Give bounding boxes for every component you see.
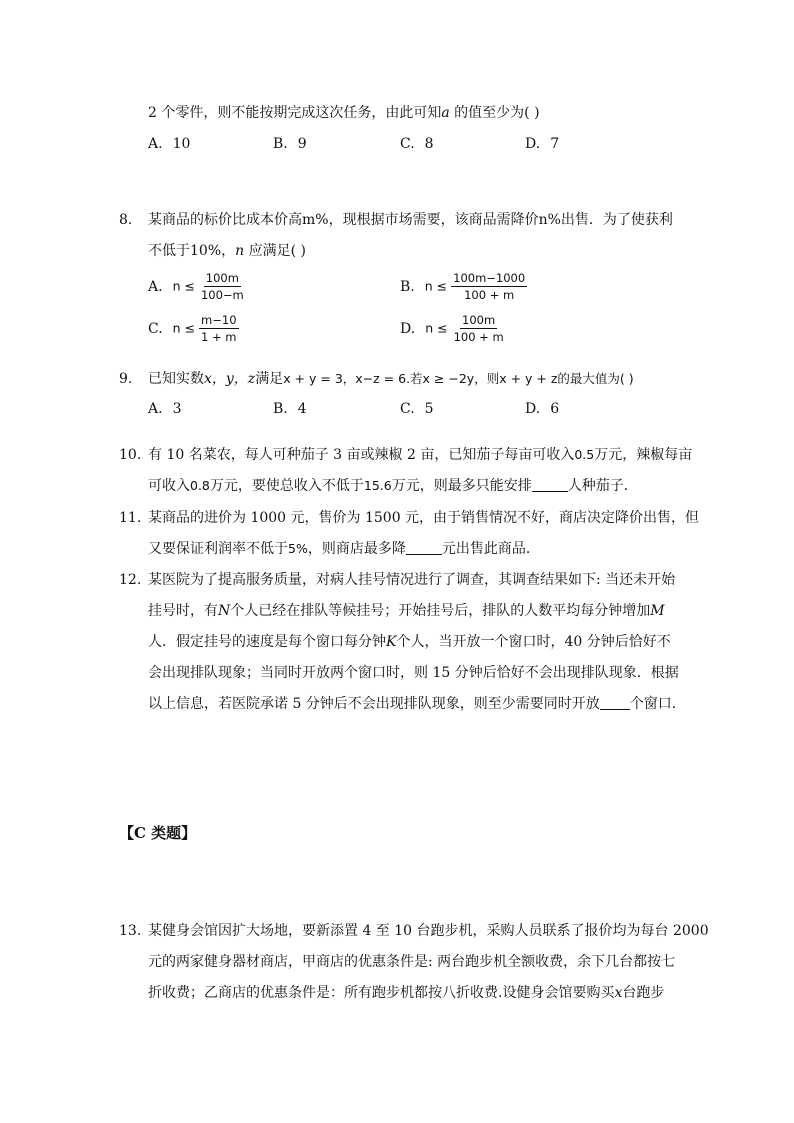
q10-number: 10. — [119, 447, 142, 463]
q12-line4: 会出现排队现象；当同时开放两个窗口时，则 15 分钟后恰好不会出现排队现象．根据 — [148, 665, 679, 681]
q9-option-c[interactable]: C. 5 — [400, 401, 434, 417]
q10-line1: 有 10 名菜农，每人可种茄子 3 亩或辣椒 2 亩，已知茄子每亩可收入0.5万元，辣椒每亩 — [148, 447, 693, 463]
q7-tail-line: 2 个零件，则不能按期完成这次任务，由此可知a 的值至少为( ) — [148, 105, 540, 121]
q11-line2: 又要保证利润率不低于5%，则商店最多降 元出售此商品． — [148, 541, 540, 557]
q8-option-a-fraction: $\frac{100m}{100-m}$ — [200, 271, 244, 302]
q12-line2: 挂号时，有N个人已经在排队等候挂号；开始挂号后，排队的人数平均每分钟增加M — [148, 603, 665, 619]
q13-line2: 元的两家健身器材商店，甲商店的优惠条件是: 两台跑步机全额收费，余下几台都按七 — [148, 954, 676, 970]
q12-line1: 某医院为了提高服务质量，对病人挂号情况进行了调查，其调查结果如下: 当还未开始 — [148, 572, 676, 588]
q8-option-b-fraction: $\frac{100m-1000}{100 + m}$ — [453, 271, 526, 302]
q8-option-d[interactable]: D. n ≤ $\frac{100m}{100 + m}$ — [400, 313, 504, 344]
q13-line1: 某健身会馆因扩大场地，要新添置 4 至 10 台跑步机，采购人员联系了报价均为每台 2000 — [148, 923, 709, 939]
q9-option-a[interactable]: A. 3 — [148, 401, 182, 417]
q8-number: 8. — [119, 212, 133, 228]
q10-answer-blank[interactable] — [532, 477, 568, 492]
q7-option-d[interactable]: D. 7 — [525, 136, 560, 152]
q8-option-b[interactable]: B. n ≤ $\frac{100m-1000}{100 + m}$ — [400, 271, 526, 302]
q12-line3: 人．假定挂号的速度是每个窗口每分钟K个人，当开放一个窗口时，40 分钟后恰好不 — [148, 634, 671, 650]
q8-option-a[interactable]: A. n ≤ $\frac{100m}{100-m}$ — [148, 271, 244, 302]
q8-option-c[interactable]: C. n ≤ $\frac{m-10}{1 + m}$ — [148, 313, 237, 344]
q9-option-d[interactable]: D. 6 — [525, 401, 560, 417]
q12-number: 12. — [119, 572, 142, 588]
q9-stem: 已知实数x，y，z满足x + y = 3，x−z = 6.若x ≥ −2y，则x + y + z的最大值为( ) — [148, 371, 634, 387]
section-c-heading: 【C 类题】 — [119, 824, 197, 842]
q11-answer-blank[interactable] — [406, 540, 442, 555]
q8-option-d-fraction: $\frac{100m}{100 + m}$ — [453, 313, 504, 344]
q10-line2: 可收入0.8万元，要使总收入不低于15.6万元，则最多只能安排 人种茄子． — [148, 478, 638, 494]
q8-line2: 不低于10%，n 应满足( ) — [148, 243, 306, 259]
q13-line3: 折收费；乙商店的优惠条件是：所有跑步机都按八折收费.设健身会馆要购买x台跑步 — [148, 985, 665, 1001]
q12-line5: 以上信息，若医院承诺 5 分钟后不会出现排队现象，则至少需要同时开放 个窗口． — [148, 696, 686, 712]
q8-option-c-fraction: $\frac{m-10}{1 + m}$ — [201, 313, 237, 344]
q11-line1: 某商品的进价为 1000 元，售价为 1500 元，由于销售情况不好，商店决定降价出售，但 — [148, 510, 700, 526]
q13-number: 13. — [119, 923, 142, 939]
q9-number: 9. — [119, 371, 133, 387]
q12-answer-blank[interactable] — [600, 695, 630, 710]
q9-option-b[interactable]: B. 4 — [273, 401, 307, 417]
q7-option-b[interactable]: B. 9 — [273, 136, 307, 152]
q8-line1: 某商品的标价比成本价高m%，现根据市场需要，该商品需降价n%出售．为了使获利 — [148, 212, 673, 228]
q11-number: 11. — [119, 510, 142, 526]
q7-option-c[interactable]: C. 8 — [400, 136, 434, 152]
q7-option-a[interactable]: A. 10 — [148, 136, 191, 152]
